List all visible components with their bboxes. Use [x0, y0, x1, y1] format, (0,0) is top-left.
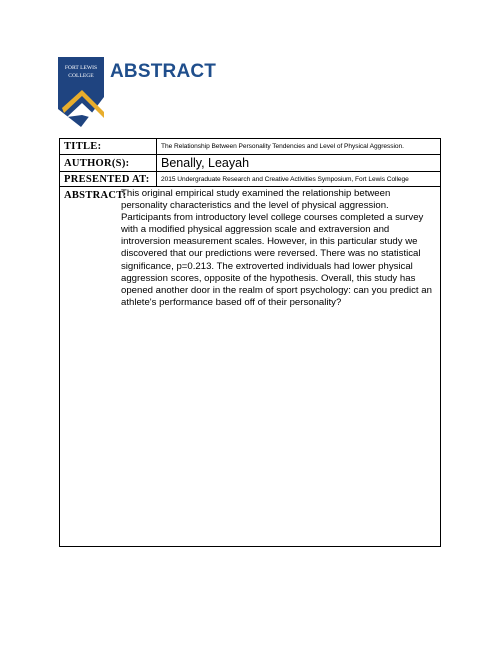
college-logo	[58, 57, 104, 127]
presented-label: PRESENTED AT:	[60, 172, 157, 186]
title-value: The Relationship Between Personality Tendencies and Level of Physical Aggression.	[161, 143, 404, 150]
logo-line-2: COLLEGE	[68, 73, 94, 79]
title-label: TITLE:	[60, 139, 157, 154]
page-heading: ABSTRACT	[110, 61, 217, 82]
presented-row	[60, 172, 440, 187]
presented-value: 2015 Undergraduate Research and Creative Activities Symposium, Fort Lewis College	[161, 175, 409, 183]
abstract-form	[59, 138, 441, 547]
author-value: Benally, Leayah	[161, 156, 250, 170]
author-label: AUTHOR(S):	[60, 155, 157, 171]
title-row	[60, 139, 440, 155]
logo-line-1: FORT LEWIS	[64, 65, 98, 71]
abstract-label: ABSTRACT:	[64, 190, 127, 201]
author-row	[60, 155, 440, 172]
abstract-text: This original empirical study examined the relationship between personality characteristics and the level of physical aggression. Participants from introductory level college courses completed a survey with a modified physical aggression scale and extraversion and introversion measurement scales. However, in this particular study we discovered that our predictions were reversed. There was no statistical significance, p=0.213. The extroverted individuals had lower physical aggression scores, opposite of the hypothesis. Overall, this study has opened another door in the realm of sport psychology: can you predict an athlete's performance based off of their personality?	[121, 188, 432, 308]
fort-lewis-college-logo-icon	[58, 57, 104, 127]
